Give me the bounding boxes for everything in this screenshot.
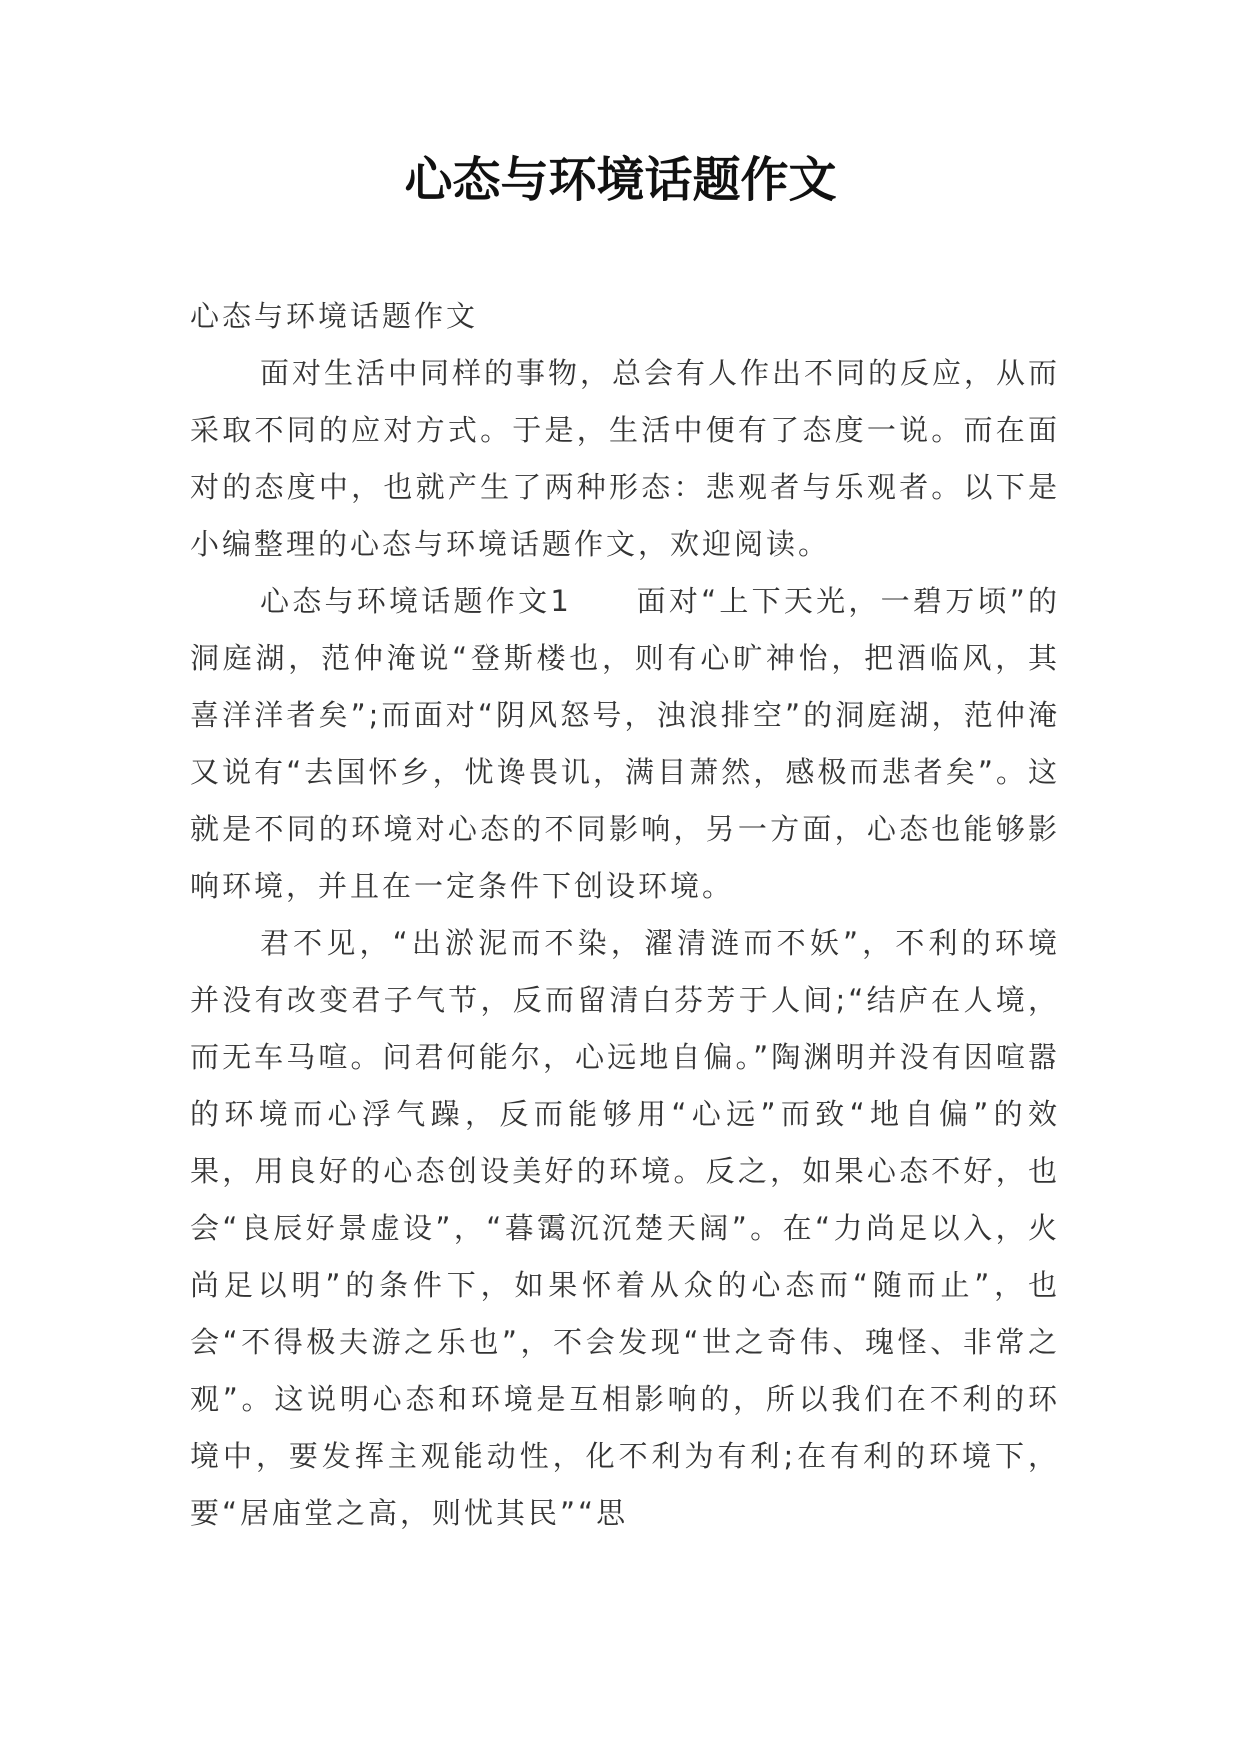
document-body: [190, 288, 1060, 1542]
document-subtitle: 心态与环境话题作文: [190, 299, 479, 333]
paragraph-essay-1: 心态与环境话题作文1 面对“上下天光，一碧万顷”的洞庭湖，范仲淹说“登斯楼也，则有心旷神怡，把酒临风，其喜洋洋者矣”;而面对“阴风怒号，浊浪排空”的洞庭湖，范仲淹又说有“去国怀乡，忧谗畏讥，满目萧然，感极而悲者矣”。这就是不同的环境对心态的不同影响，另一方面，心态也能够影响环境，并且在一定条件下创设环境。: [190, 584, 1060, 903]
document-title: 心态与环境话题作文: [404, 152, 837, 208]
paragraph-intro: 面对生活中同样的事物，总会有人作出不同的反应，从而采取不同的应对方式。于是，生活中便有了态度一说。而在面对的态度中，也就产生了两种形态：悲观者与乐观者。以下是小编整理的心态与环境话题作文，欢迎阅读。: [190, 356, 1061, 561]
paragraph-essay-1-continued: 君不见，“出淤泥而不染，濯清涟而不妖”，不利的环境并没有改变君子气节，反而留清白芬芳于人间;“结庐在人境，而无车马喧。问君何能尔，心远地自偏。”陶渊明并没有因喧嚣的环境而心浮气躁，反而能够用“心远”而致“地自偏”的效果，用良好的心态创设美好的环境。反之，如果心态不好，也会“良辰好景虚设”，“暮霭沉沉楚天阔”。在“力尚足以入，火尚足以明”的条件下，如果怀着从众的心态而“随而止”，也会“不得极夫游之乐也”，不会发现“世之奇伟、瑰怪、非常之观”。这说明心态和环境是互相影响的，所以我们在不利的环境中，要发挥主观能动性，化不利为有利;在有利的环境下，要“居庙堂之高，则忧其民”“思: [190, 926, 1060, 1530]
